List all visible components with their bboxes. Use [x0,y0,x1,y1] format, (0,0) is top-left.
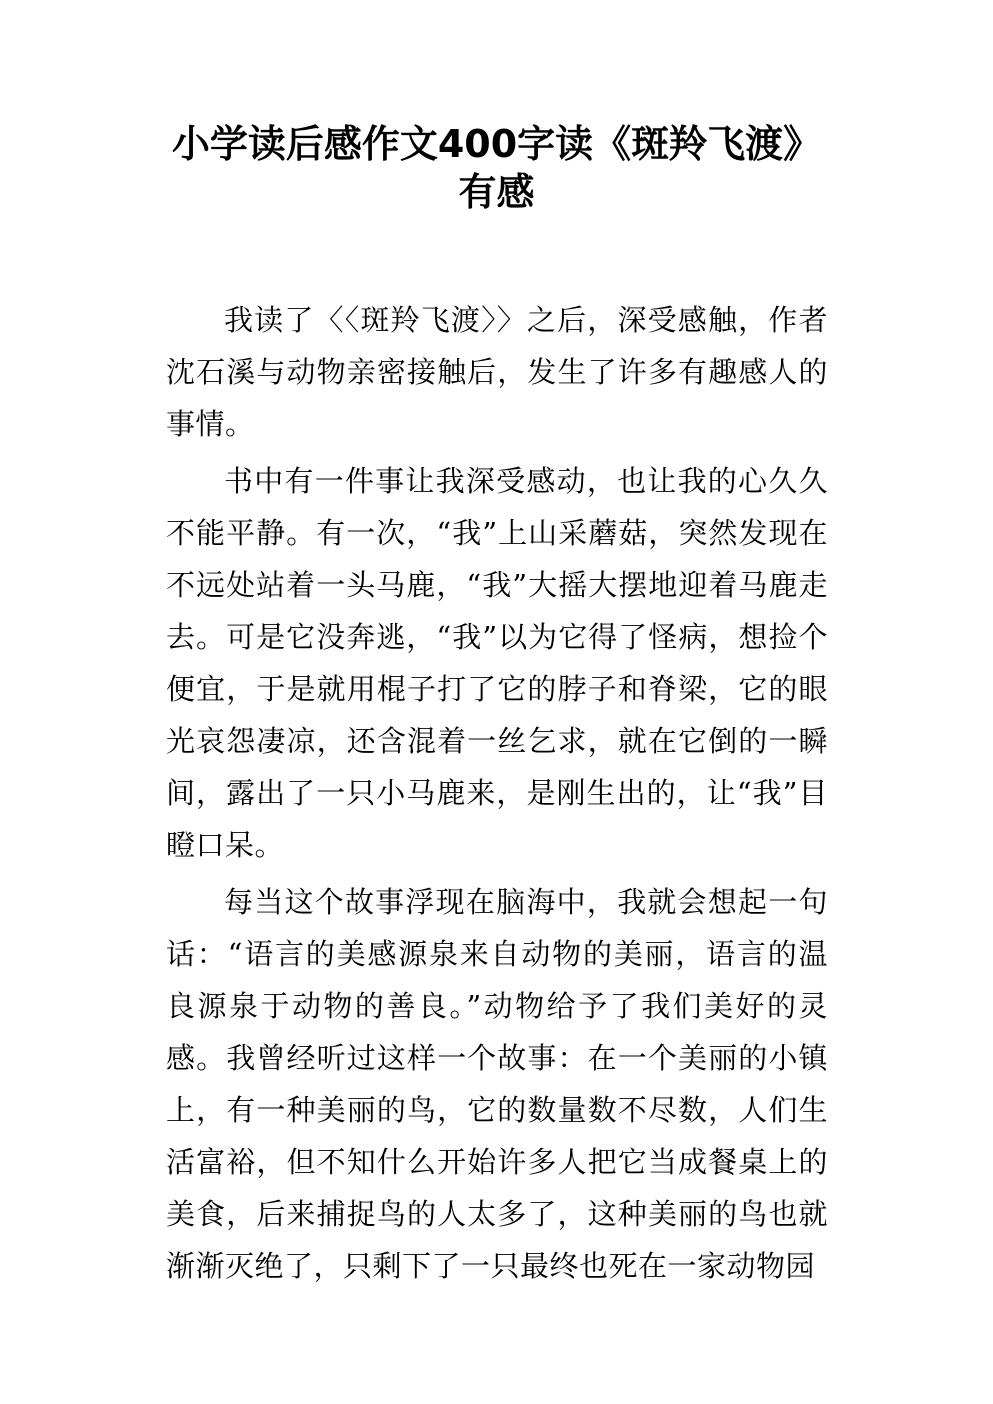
paragraph-1: 我读了〈〈斑羚飞渡〉〉之后，深受感触，作者沈石溪与动物亲密接触后，发生了许多有趣感人的事情。 [166,303,828,441]
document-title [120,120,873,216]
title-line-1: 小学读后感作文400字读《斑羚飞渡》 [171,122,822,166]
paragraph-3: 每当这个故事浮现在脑海中，我就会想起一句话：“语言的美感源泉来自动物的美丽，语言的温良源泉于动物的善良。”动物给予了我们美好的灵感。我曾经听过这样一个故事：在一个美丽的小镇上，有一种美丽的鸟，它的数量数不尽数，人们生活富裕，但不知什么开始许多人把它当成餐桌上的美食，后来捕捉鸟的人太多了，这种美丽的鸟也就渐渐灭绝了，只剩下了一只最终也死在一家动物园 [166,885,828,1283]
title-line-2: 有感 [458,170,535,214]
document-body [166,294,828,1297]
paragraph-2: 书中有一件事让我深受感动，也让我的心久久不能平静。有一次，“我”上山采蘑菇，突然发现在不远处站着一头马鹿，“我”大摇大摆地迎着马鹿走去。可是它没奔逃，“我”以为它得了怪病，想捡个便宜，于是就用棍子打了它的脖子和脊梁，它的眼光哀怨凄凉，还含混着一丝乞求，就在它倒的一瞬间，露出了一只小马鹿来，是刚生出的，让“我”目瞪口呆。 [166,464,828,862]
